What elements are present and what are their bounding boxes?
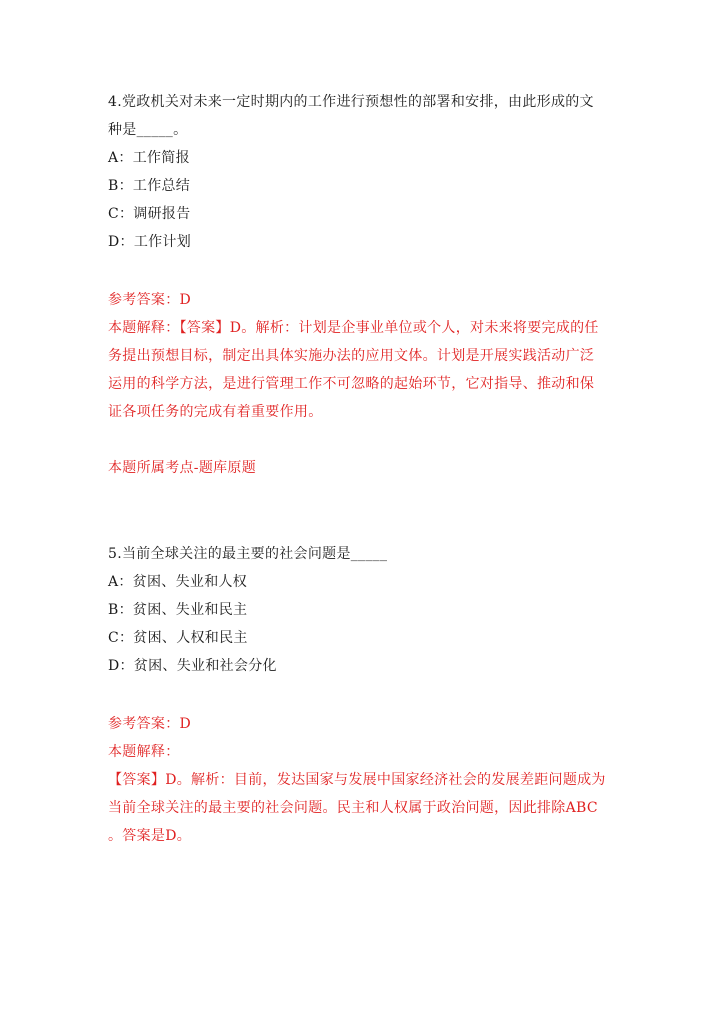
q5-option-a: A：贫困、失业和人权	[108, 574, 248, 590]
q4-explanation-line3: 运用的科学方法，是进行管理工作不可忽略的起始环节，它对指导、推动和保	[108, 376, 595, 392]
q5-answer: 参考答案：D	[108, 716, 192, 732]
q4-explanation-line1: 本题解释：【答案】D。解析：计划是企事业单位或个人，对未来将要完成的任	[108, 320, 599, 336]
q4-answer: 参考答案：D	[108, 292, 192, 308]
q5-explanation-line2: 当前全球关注的最主要的社会问题。民主和人权属于政治问题，因此排除ABC	[108, 800, 598, 816]
q4-option-c: C：调研报告	[108, 206, 191, 222]
q4-option-b: B：工作总结	[108, 178, 191, 194]
q4-explanation-line2: 务提出预想目标，制定出具体实施办法的应用文体。计划是开展实践活动广泛	[108, 348, 595, 364]
q4-stem-line1: 4.党政机关对未来一定时期内的工作进行预想性的部署和安排，由此形成的文	[108, 94, 594, 110]
q5-option-b: B：贫困、失业和民主	[108, 602, 248, 618]
q5-stem: 5.当前全球关注的最主要的社会问题是_____	[108, 546, 388, 562]
q4-option-a: A：工作简报	[108, 150, 190, 166]
q4-explanation-line4: 证各项任务的完成有着重要作用。	[108, 404, 323, 420]
q5-explanation-line1: 【答案】D。解析：目前，发达国家与发展中国家经济社会的发展差距问题成为	[108, 772, 606, 788]
q4-topic: 本题所属考点-题库原题	[108, 460, 257, 476]
q4-stem-line2: 种是_____。	[108, 122, 188, 138]
q5-explanation-line3: 。答案是D。	[108, 828, 192, 844]
q4-option-d: D：工作计划	[108, 234, 192, 250]
q5-option-d: D：贫困、失业和社会分化	[108, 658, 277, 674]
q5-explanation-label: 本题解释：	[108, 744, 180, 760]
q5-option-c: C：贫困、人权和民主	[108, 630, 248, 646]
